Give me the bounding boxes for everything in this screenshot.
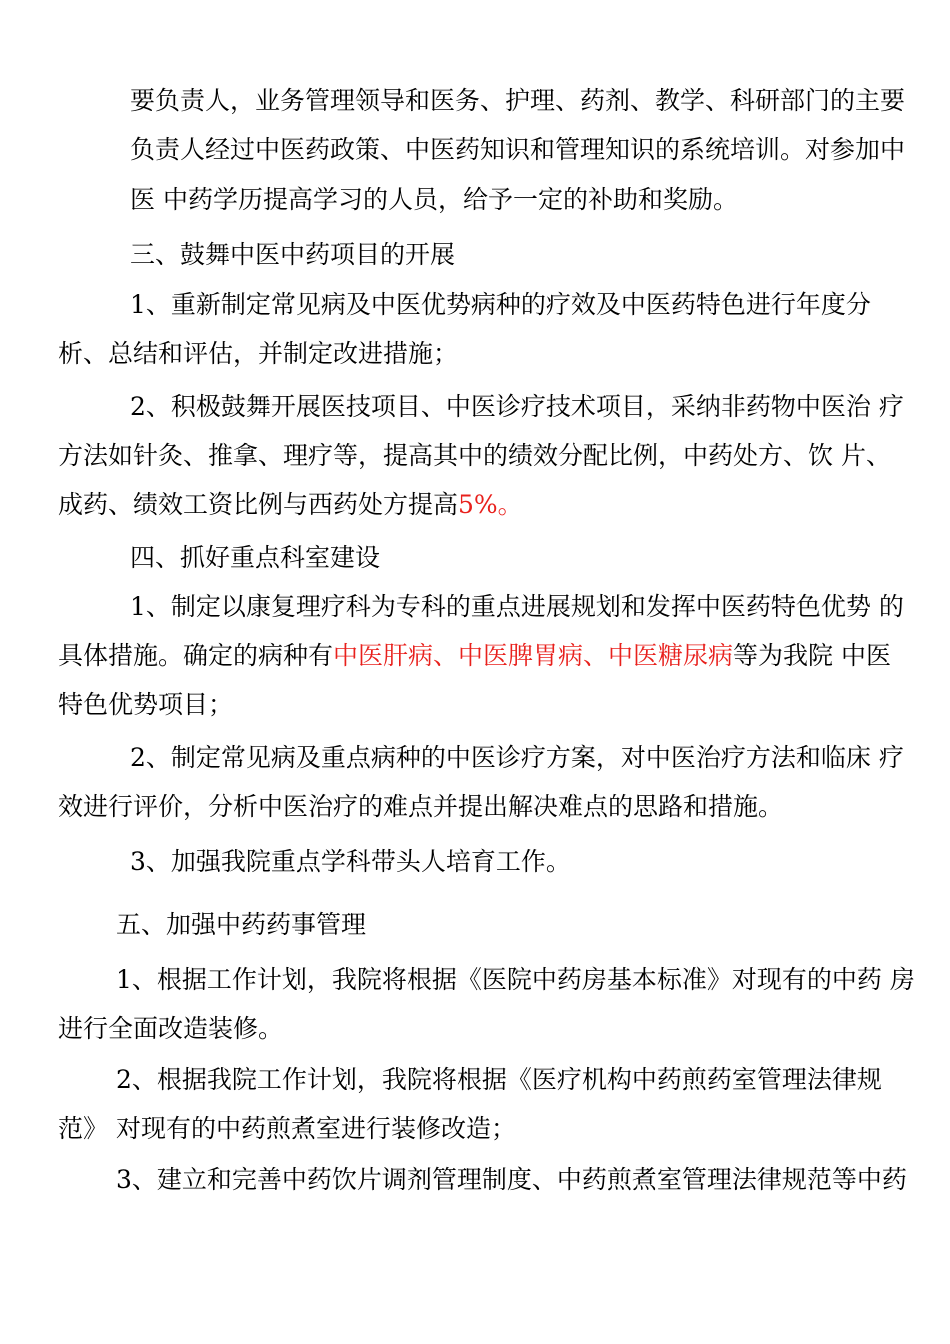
paragraph-line: 方法如针灸、推拿、理疗等，提高其中的绩效分配比例，中药处方、饮 片、: [58, 441, 891, 470]
paragraph-line: 3、建立和完善中药饮片调剂管理制度、中药煎煮室管理法律规范等中药: [116, 1165, 907, 1194]
paragraph-line: [58, 488, 523, 522]
line-text: 成药、绩效工资比例与西药处方提高: [58, 490, 459, 519]
paragraph-line: 1、制定以康复理疗科为专科的重点进展规划和发挥中医药特色优势 的: [130, 592, 904, 621]
highlight-diseases: 中医肝病、中医脾胃病、中医糖尿病: [333, 641, 734, 670]
highlight-percentage: 5%。: [458, 490, 523, 519]
paragraph-line: 范》 对现有的中药煎煮室进行装修改造；: [58, 1114, 516, 1143]
paragraph-line: 医 中药学历提高学习的人员，给予一定的补助和奖励。: [130, 185, 738, 214]
paragraph-line: 1、根据工作计划，我院将根据《医院中药房基本标准》对现有的中药 房: [116, 965, 915, 994]
paragraph-line: 2、根据我院工作计划，我院将根据《医疗机构中药煎药室管理法律规: [116, 1065, 882, 1094]
section-heading: 三、鼓舞中医中药项目的开展: [130, 240, 456, 269]
paragraph-line: 2、积极鼓舞开展医技项目、中医诊疗技术项目，采纳非药物中医治 疗: [130, 392, 904, 421]
section-heading: 四、抓好重点科室建设: [130, 543, 381, 572]
paragraph-line: 进行全面改造装修。: [58, 1014, 284, 1043]
paragraph-line: 2、制定常见病及重点病种的中医诊疗方案，对中医治疗方法和临床 疗: [130, 743, 904, 772]
line-text: 具体措施。确定的病种有: [58, 641, 334, 670]
paragraph-line: 要负责人，业务管理领导和医务、护理、药剂、教学、科研部门的主要: [130, 86, 906, 115]
paragraph-line: 析、总结和评估，并制定改进措施；: [58, 339, 459, 368]
paragraph-line: 特色优势项目；: [58, 690, 234, 719]
line-text: 等为我院 中医: [733, 641, 891, 670]
section-heading: 五、加强中药药事管理: [116, 910, 367, 939]
paragraph-line: 1、重新制定常见病及中医优势病种的疗效及中医药特色进行年度分: [130, 290, 871, 319]
paragraph-line: 3、加强我院重点学科带头人培育工作。: [130, 847, 571, 876]
paragraph-line: 效进行评价，分析中医治疗的难点并提出解决难点的思路和措施。: [58, 792, 784, 821]
paragraph-line: 负责人经过中医药政策、中医药知识和管理知识的系统培训。对参加中: [130, 135, 906, 164]
paragraph-line: [58, 639, 891, 673]
